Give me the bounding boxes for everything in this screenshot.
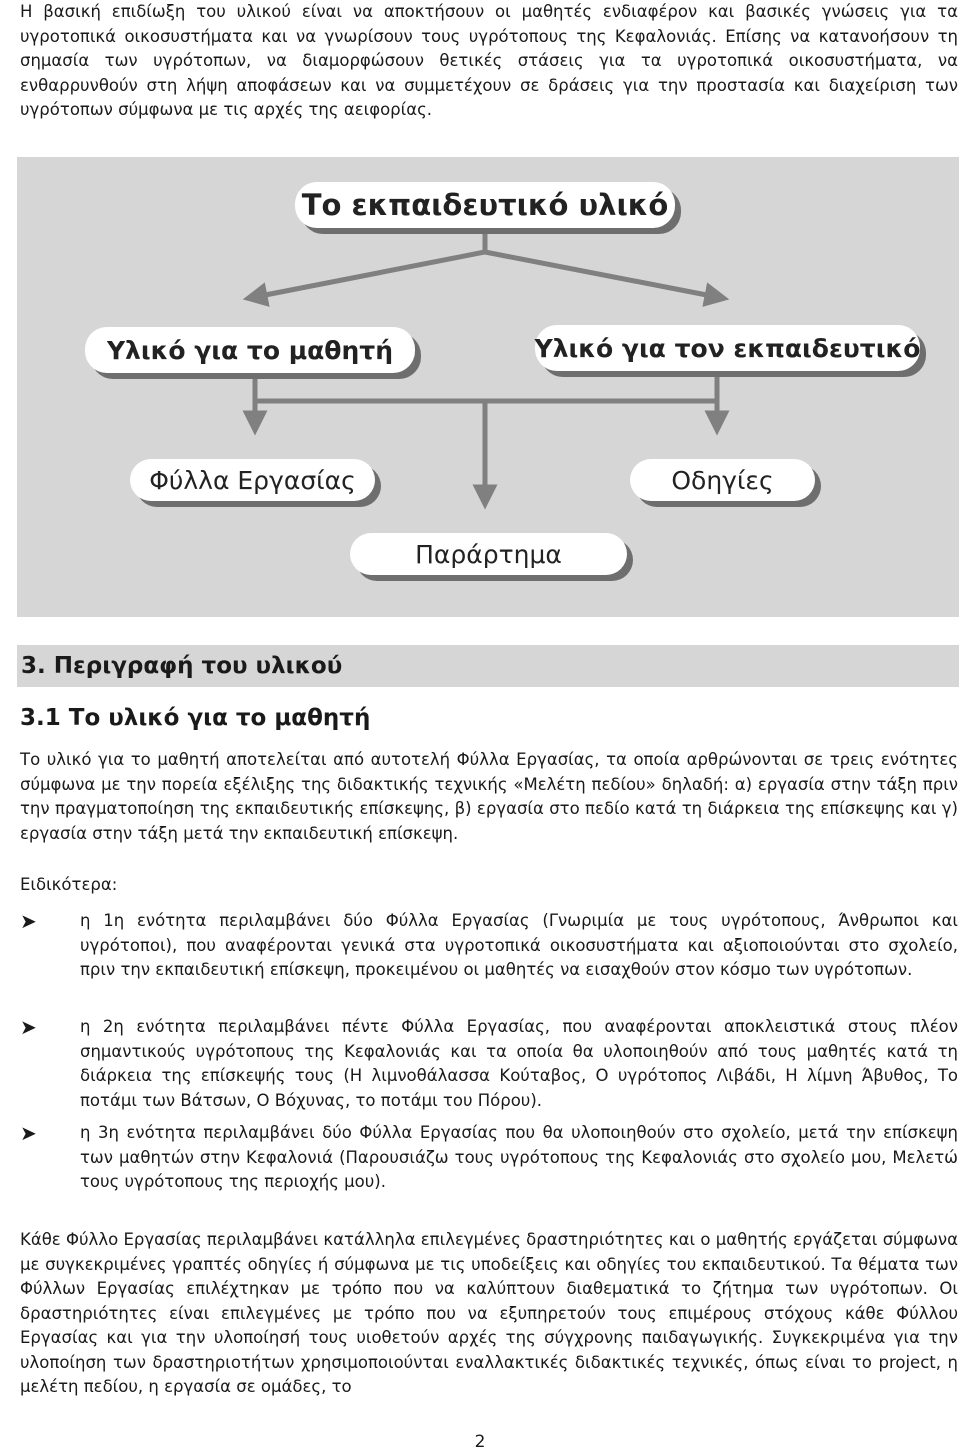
- list-item-text: η 2η ενότητα περιλαμβάνει πέντε Φύλλα Εργασίας, που αναφέρονται αποκλειστικά στους πλέον σημαντικούς υγρότοπους της Κεφαλονιάς και τα οποία θα υλοποιηθούν από τους μαθητές κατά τη διάρκεια της επίσκεψής τους (Η λιμνοθάλασσα Κούταβος, Ο υγρότοπος Λιβάδι, Η λίμνη Άβυθος, Το ποτάμι των Βάτσων, Ο Βόχυνας, το ποτάμι του Πόρου).: [80, 1017, 958, 1110]
- bullet-arrow-icon: ➤: [20, 1121, 37, 1145]
- paragraph-1: Το υλικό για το μαθητή αποτελείται από αυτοτελή Φύλλα Εργασίας, τα οποία αρθρώνονται σε τρεις ενότητες σύμφωνα με την πορεία εξέλιξης της διδακτικής τεχνικής «Μελέτη πεδίου» δηλαδή: α) εργασία στην τάξη πριν την πραγματοποίηση της εκπαιδευτικής επίσκεψης, β) εργασία στο πεδίο κατά τη διάρκεια της επίσκεψης και γ) εργασία στην τάξη μετά την εκπαιδευτική επίσκεψη.: [20, 750, 958, 843]
- section-heading: 3. Περιγραφή του υλικού: [17, 645, 959, 687]
- list-item: [20, 1121, 958, 1195]
- bullet-arrow-icon: ➤: [20, 909, 37, 933]
- diagram-title-box: Το εκπαιδευτικό υλικό: [295, 182, 675, 228]
- guidelines-box: Οδηγίες: [630, 459, 815, 501]
- specifically-label: Ειδικότερα:: [20, 875, 118, 894]
- arrow-title-split: [255, 233, 485, 297]
- list-item: [20, 1015, 958, 1113]
- material-diagram: [17, 157, 959, 617]
- list-item: [20, 909, 958, 983]
- intro-paragraph: Η βασική επιδίωξη του υλικού είναι να αποκτήσουν οι μαθητές ενδιαφέρον και βασικές γνώσεις για τα υγροτοπικά οικοσυστήματα και να γνωρίσουν τους υγρότοπους της Κεφαλονιάς. Επίσης να κατανοήσουν τη σημασία των υγρότοπων, να διαμορφώσουν θετικές στάσεις για τα υγροτοπικά οικοσυστήματα, να ενθαρρυνθούν στη λήψη αποφάσεων και να συμμετέχουν σε δράσεις για την προστασία και διαχείριση των υγρότοπων σύμφωνα με τις αρχές της αειφορίας.: [20, 2, 958, 119]
- appendix-box: Παράρτημα: [350, 533, 627, 575]
- paragraph-2: Κάθε Φύλλο Εργασίας περιλαμβάνει κατάλληλα επιλεγμένες δραστηριότητες και ο μαθητής εργάζεται σύμφωνα με συγκεκριμένες γραπτές οδηγίες ή σύμφωνα με τις υποδείξεις και οδηγίες του εκπαιδευτικού. Τα θέματα των Φύλλων Εργασίας επιλέχτηκαν με τρόπο που να καλύπτουν διαθεματικά το ζήτημα των υγρότοπων. Οι δραστηριότητες είναι επιλεγμένες με τρόπο που να εξυπηρετούν τους επιμέρους στόχους κάθε Φύλλου Εργασίας και για την υλοποίησή τους υιοθετούν αρχές της σύγχρονης παιδαγωγικής. Συγκεκριμένα για την υλοποίηση των δραστηριοτήτων χρησιμοποιούνται εναλλακτικές διδακτικές τεχνικές, όπως είναι το project, η μελέτη πεδίου, η εργασία σε ομάδες, το: [20, 1230, 958, 1396]
- list-item-text: η 3η ενότητα περιλαμβάνει δύο Φύλλα Εργασίας που θα υλοποιηθούν στο σχολείο, μετά την επίσκεψη των μαθητών στην Κεφαλονιά (Παρουσιάζω τους υγρότοπους της Κεφαλονιάς στο σχολείο μου, Μελετώ τους υγρότοπους της περιοχής μου).: [80, 1123, 958, 1191]
- arrow-title-teacher: [485, 252, 717, 297]
- bullet-arrow-icon: ➤: [20, 1015, 37, 1039]
- subsection-heading: 3.1 Το υλικό για το μαθητή: [20, 705, 371, 731]
- worksheets-box: Φύλλα Εργασίας: [130, 459, 375, 501]
- list-item-text: η 1η ενότητα περιλαμβάνει δύο Φύλλα Εργασίας (Γνωριμία με τους υγρότοπους, Άνθρωποι και υγρότοποι), που αναφέρονται γενικά στα υγροτοπικά οικοσυστήματα και αξιοποιούνται στο σχολείο, πριν την εκπαιδευτική επίσκεψη, προκειμένου οι μαθητές να εισαχθούν στον κόσμο των υγρότοπων.: [80, 911, 958, 979]
- student-material-box: Υλικό για το μαθητή: [85, 327, 415, 373]
- page-number: 2: [474, 1432, 486, 1452]
- teacher-material-box: Υλικό για τον εκπαιδευτικό: [535, 325, 920, 371]
